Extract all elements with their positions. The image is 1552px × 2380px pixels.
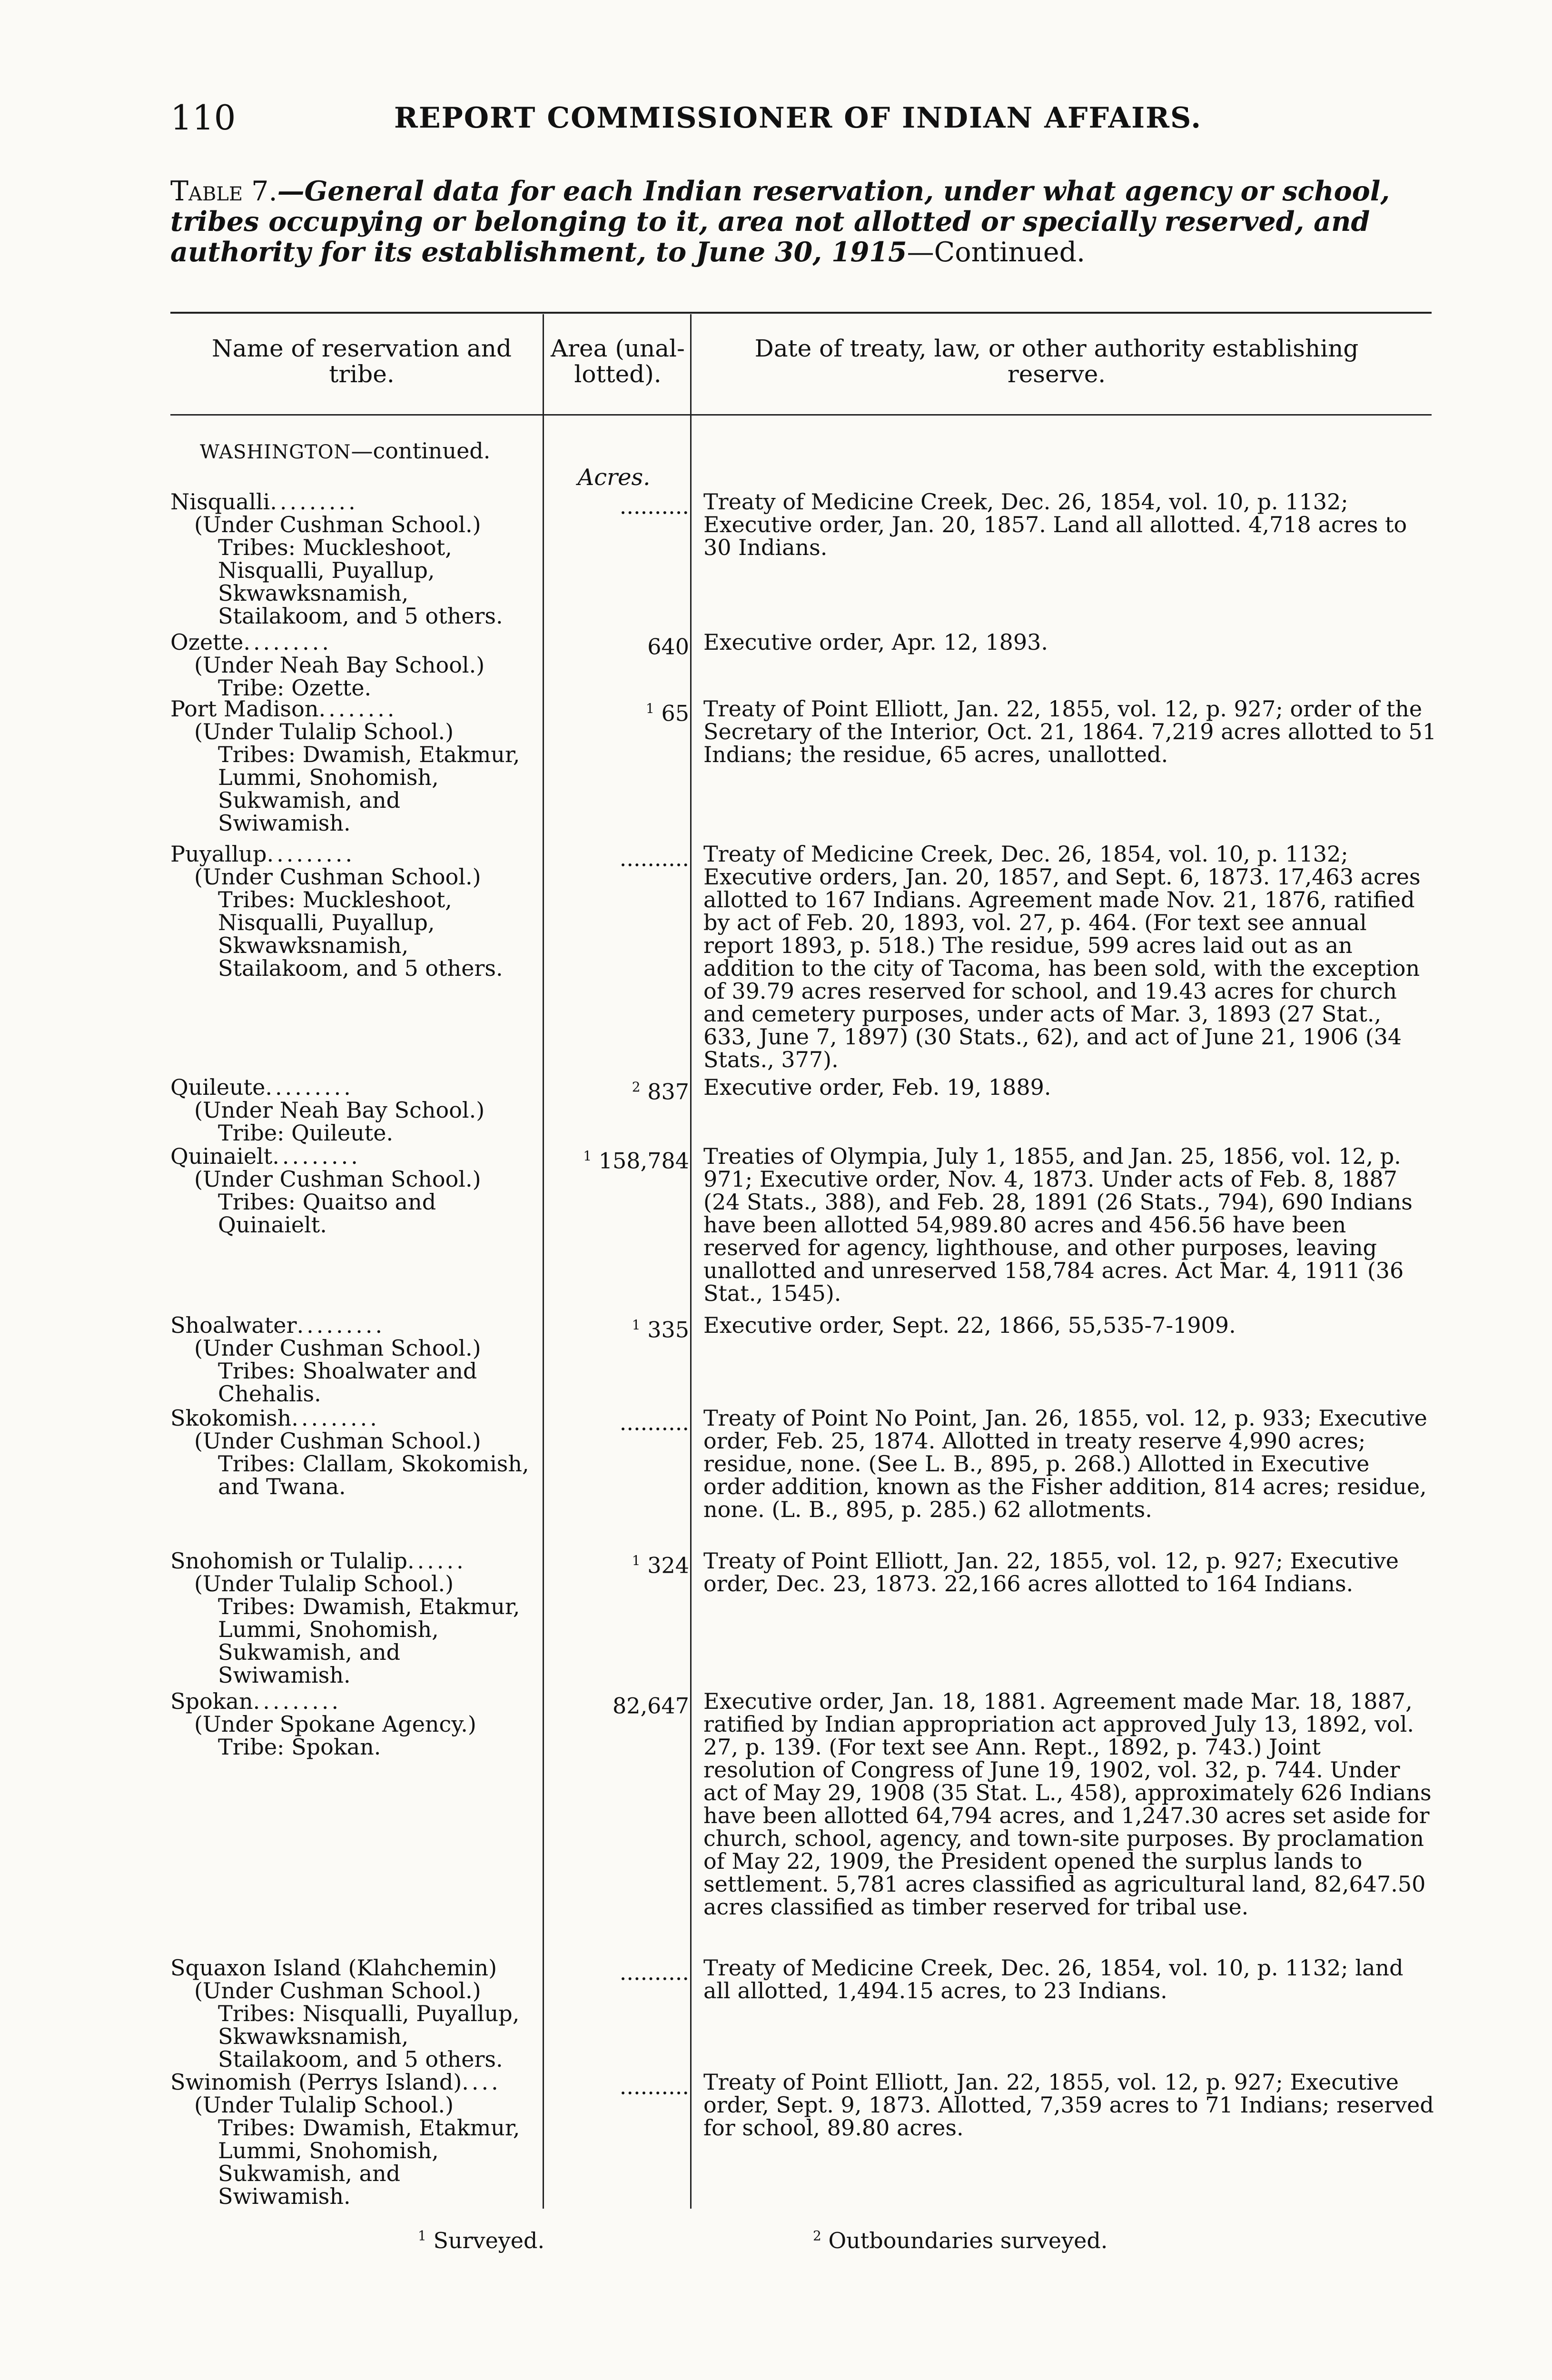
reservation-name: Nisqualli......... bbox=[170, 489, 358, 515]
reservation-cell bbox=[170, 2071, 532, 2208]
caption-lead: Table 7. bbox=[170, 176, 277, 207]
caption-italic: —General data for each Indian reservation, under what agency or school, tribes occupying or belonging to it, area not allotted or specially reserved, and authority for its establishment, to June 30, 1915 bbox=[170, 175, 1390, 268]
authority-cell bbox=[703, 1690, 1436, 1918]
reservation-name: Ozette......... bbox=[170, 629, 332, 655]
table-top-rule bbox=[170, 312, 1432, 314]
reservation-name: Puyallup......... bbox=[170, 841, 356, 867]
authority-cell bbox=[703, 1549, 1436, 1595]
authority-text: Executive order, Sept. 22, 1866, 55,535-7-1909. bbox=[703, 1312, 1236, 1338]
authority-cell bbox=[703, 490, 1436, 559]
area-footnote-mark: 1 bbox=[583, 1148, 592, 1164]
area-cell bbox=[546, 1145, 689, 1172]
footnote-2 bbox=[813, 2228, 1107, 2253]
authority-text: Treaty of Point Elliott, Jan. 22, 1855, vol. 12, p. 927; Executive order, Sept. 9, 1873. Allotted, 7,359 acres to 71 Indians; reserved for school, 89.80 acres. bbox=[703, 2069, 1434, 2141]
reservation-cell bbox=[170, 697, 532, 834]
area-value: .......... bbox=[619, 845, 689, 872]
column-header-authority: Date of treaty, law, or other authority establishing reserve. bbox=[754, 335, 1359, 388]
tribes-note: Tribes: Dwamish, Etakmur, Lummi, Snohomish, Sukwamish, and Swiwamish. bbox=[218, 1594, 520, 1688]
authority-text: Treaty of Medicine Creek, Dec. 26, 1854, vol. 10, p. 1132; Executive orders, Jan. 20, 1857, and Sept. 6, 1873. 17,463 acres allotted to 167 Indians. Agreement made Nov. 21, 1876, ratified by act of Feb. 20, 1893, vol. 27, p. 464. (For text see annual report 1893, p. 518.) The residue, 599 acres laid out as an addition to the city of Tacoma, has been sold, with the exception of 39.79 acres reserved for school, and 19.43 acres for church and cemetery purposes, under acts of Mar. 3, 1893 (27 Stat., 633, June 7, 1897) (30 Stats., 62), and act of June 21, 1906 (34 Stats., 377). bbox=[703, 841, 1421, 1072]
agency-note: (Under Neah Bay School.) bbox=[194, 652, 485, 678]
footnote-1-mark: 1 bbox=[418, 2228, 426, 2244]
section-heading bbox=[200, 438, 490, 464]
agency-note: (Under Spokane Agency.) bbox=[194, 1711, 476, 1737]
area-value: .......... bbox=[619, 1409, 689, 1436]
table-caption bbox=[170, 176, 1432, 268]
header-bottom-rule bbox=[170, 414, 1432, 416]
tribes-note: Tribes: Shoalwater and Chehalis. bbox=[218, 1358, 477, 1407]
reservation-cell bbox=[170, 1956, 532, 2071]
authority-text: Treaties of Olympia, July 1, 1855, and Jan. 25, 1856, vol. 12, p. 971; Executive order, Nov. 4, 1873. Under acts of Feb. 8, 1887 (24 Stats., 388), and Feb. 28, 1891 (26 Stats., 794), 690 Indians have been allotted 54,989.80 acres and 456.56 have been reserved for agency, lighthouse, and other purposes, leaving unallotted and unreserved 158,784 acres. Act Mar. 4, 1911 (36 Stat., 1545). bbox=[703, 1143, 1413, 1306]
tribes-note: Tribes: Quaitso and Quinaielt. bbox=[218, 1189, 436, 1238]
column-divider-1 bbox=[543, 314, 544, 2209]
reservation-name: Shoalwater......... bbox=[170, 1312, 386, 1338]
area-cell bbox=[546, 1076, 689, 1103]
authority-text: Executive order, Apr. 12, 1893. bbox=[703, 629, 1048, 655]
reservation-name: Snohomish or Tulalip...... bbox=[170, 1548, 466, 1574]
reservation-name: Skokomish......... bbox=[170, 1405, 380, 1431]
column-divider-2 bbox=[690, 314, 692, 2209]
agency-note: (Under Neah Bay School.) bbox=[194, 1097, 485, 1123]
agency-note: (Under Cushman School.) bbox=[194, 1428, 481, 1454]
reservation-cell bbox=[170, 1549, 532, 1686]
area-cell bbox=[546, 631, 689, 658]
authority-cell bbox=[703, 1956, 1436, 2002]
area-value: 640 bbox=[647, 634, 689, 660]
area-value: 82,647 bbox=[613, 1693, 689, 1719]
area-value: .......... bbox=[619, 493, 689, 519]
agency-note: (Under Cushman School.) bbox=[194, 864, 481, 890]
section-state: WASHINGTON bbox=[200, 441, 351, 463]
authority-text: Treaty of Medicine Creek, Dec. 26, 1854, vol. 10, p. 1132; land all allotted, 1,494.15 acres, to 23 Indians. bbox=[703, 1955, 1404, 2003]
caption-tail: —Continued. bbox=[907, 237, 1086, 268]
reservation-name: Port Madison........ bbox=[170, 696, 397, 722]
reservation-cell bbox=[170, 1314, 532, 1405]
running-title: REPORT COMMISSIONER OF INDIAN AFFAIRS. bbox=[394, 101, 1202, 135]
reservation-cell bbox=[170, 1690, 532, 1758]
authority-cell bbox=[703, 1076, 1436, 1099]
reservation-cell bbox=[170, 490, 532, 627]
reservation-cell bbox=[170, 1076, 532, 1144]
authority-cell bbox=[703, 843, 1436, 1071]
area-cell bbox=[546, 1690, 689, 1717]
authority-cell bbox=[703, 1145, 1436, 1305]
area-value: 335 bbox=[647, 1317, 689, 1343]
area-value: 837 bbox=[647, 1079, 689, 1105]
authority-text: Treaty of Point Elliott, Jan. 22, 1855, vol. 12, p. 927; Executive order, Dec. 23, 1873. 22,166 acres allotted to 164 Indians. bbox=[703, 1548, 1399, 1597]
area-footnote-mark: 1 bbox=[632, 1317, 641, 1333]
area-value: .......... bbox=[619, 2073, 689, 2100]
reservation-name: Spokan......... bbox=[170, 1688, 342, 1714]
area-value: 324 bbox=[647, 1552, 689, 1578]
area-value: 158,784 bbox=[598, 1148, 689, 1174]
authority-cell bbox=[703, 631, 1436, 654]
area-footnote-mark: 1 bbox=[646, 701, 654, 716]
area-cell bbox=[546, 1956, 689, 1983]
reservation-name: Quileute......... bbox=[170, 1074, 354, 1100]
tribes-note: Tribes: Nisqualli, Puyallup, Skwawksnamish, Stailakoom, and 5 others. bbox=[218, 2001, 520, 2072]
column-header-name: Name of reservation and tribe. bbox=[212, 335, 512, 388]
area-cell bbox=[546, 1549, 689, 1577]
tribes-note: Tribe: Ozette. bbox=[218, 675, 372, 701]
reservation-name: Quinaielt......... bbox=[170, 1143, 361, 1169]
authority-cell bbox=[703, 1407, 1436, 1521]
area-cell bbox=[546, 1314, 689, 1341]
area-cell bbox=[546, 490, 689, 517]
area-footnote-mark: 2 bbox=[632, 1079, 641, 1095]
tribes-note: Tribes: Muckleshoot, Nisqualli, Puyallup, Skwawksnamish, Stailakoom, and 5 others. bbox=[218, 887, 503, 981]
tribes-note: Tribes: Muckleshoot, Nisqualli, Puyallup, Skwawksnamish, Stailakoom, and 5 others. bbox=[218, 535, 503, 629]
reservation-cell bbox=[170, 1407, 532, 1498]
footnote-2-text: Outboundaries surveyed. bbox=[828, 2228, 1108, 2253]
authority-text: Treaty of Medicine Creek, Dec. 26, 1854, vol. 10, p. 1132; Executive order, Jan. 20, 1857. Land all allotted. 4,718 acres to 30 Indians. bbox=[703, 489, 1407, 560]
tribes-note: Tribes: Dwamish, Etakmur, Lummi, Snohomish, Sukwamish, and Swiwamish. bbox=[218, 742, 520, 836]
footnote-2-mark: 2 bbox=[813, 2228, 821, 2244]
footnote-1 bbox=[418, 2228, 544, 2253]
area-cell bbox=[546, 2071, 689, 2098]
tribes-note: Tribes: Dwamish, Etakmur, Lummi, Snohomish, Sukwamish, and Swiwamish. bbox=[218, 2115, 520, 2209]
agency-note: (Under Cushman School.) bbox=[194, 1335, 481, 1361]
authority-cell bbox=[703, 1314, 1436, 1337]
area-cell bbox=[546, 1407, 689, 1434]
agency-note: (Under Tulalip School.) bbox=[194, 2092, 454, 2118]
agency-note: (Under Cushman School.) bbox=[194, 1166, 481, 1192]
agency-note: (Under Cushman School.) bbox=[194, 512, 481, 537]
reservation-name: Swinomish (Perrys Island).... bbox=[170, 2069, 501, 2095]
reservation-cell bbox=[170, 843, 532, 980]
tribes-note: Tribe: Quileute. bbox=[218, 1120, 394, 1146]
area-cell bbox=[546, 843, 689, 870]
reservation-name: Squaxon Island (Klahchemin) bbox=[170, 1955, 497, 1981]
reservation-cell bbox=[170, 1145, 532, 1236]
area-footnote-mark: 1 bbox=[632, 1553, 641, 1568]
agency-note: (Under Tulalip School.) bbox=[194, 719, 454, 744]
authority-cell bbox=[703, 697, 1436, 766]
column-header-area: Area (unal-lotted). bbox=[551, 335, 685, 388]
authority-text: Treaty of Point Elliott, Jan. 22, 1855, vol. 12, p. 927; order of the Secretary of the Interior, Oct. 21, 1864. 7,219 acres allotted to 51 Indians; the residue, 65 acres, unallotted. bbox=[703, 696, 1436, 767]
authority-text: Treaty of Point No Point, Jan. 26, 1855, vol. 12, p. 933; Executive order, Feb. 25, 1874. Allotted in treaty reserve 4,990 acres; residue, none. (See L. B., 895, p. 268.) Allotted in Executive order addition, known as the Fisher addition, 814 acres; residue, none. (L. B., 895, p. 285.) 62 allotments. bbox=[703, 1405, 1427, 1522]
tribes-note: Tribe: Spokan. bbox=[218, 1734, 381, 1760]
running-head bbox=[170, 98, 1432, 140]
page-number: 110 bbox=[170, 98, 236, 138]
authority-cell bbox=[703, 2071, 1436, 2139]
footnote-1-text: Surveyed. bbox=[433, 2228, 545, 2253]
reservation-cell bbox=[170, 631, 532, 699]
area-value: .......... bbox=[619, 1959, 689, 1985]
section-suffix: —continued. bbox=[351, 438, 491, 464]
area-value: 65 bbox=[661, 700, 689, 726]
authority-text: Executive order, Jan. 18, 1881. Agreement made Mar. 18, 1887, ratified by Indian appropriation act approved July 13, 1892, vol. 27, p. 139. (For text see Ann. Rept., 1892, p. 743.) Joint resolution of Congress of June 19, 1902, vol. 32, p. 744. Under act of May 29, 1908 (35 Stat. L., 458), approximately 626 Indians have been allotted 64,794 acres, and 1,247.30 acres set aside for church, school, agency, and town-site purposes. By proclamation of May 22, 1909, the President opened the surplus lands to settlement. 5,781 acres classified as agricultural land, 82,647.50 acres classified as timber reserved for tribal use. bbox=[703, 1688, 1432, 1920]
agency-note: (Under Tulalip School.) bbox=[194, 1571, 454, 1597]
authority-text: Executive order, Feb. 19, 1889. bbox=[703, 1074, 1051, 1100]
acres-unit-label: Acres. bbox=[577, 464, 651, 491]
agency-note: (Under Cushman School.) bbox=[194, 1978, 481, 2003]
tribes-note: Tribes: Clallam, Skokomish, and Twana. bbox=[218, 1451, 529, 1499]
area-cell bbox=[546, 697, 689, 724]
